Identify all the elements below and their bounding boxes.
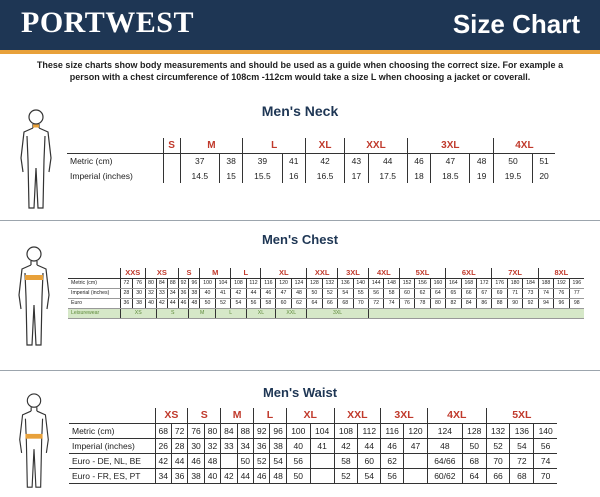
table-cell: 152	[399, 278, 414, 288]
table-cell	[221, 453, 237, 468]
table-cell: 80	[204, 423, 220, 438]
table-cell: 74	[538, 288, 553, 298]
table-cell: 77	[569, 288, 584, 298]
size-label: XXL	[334, 408, 381, 423]
table-cell: 120	[404, 423, 428, 438]
table-cell: 56	[534, 438, 557, 453]
table-cell: 78	[415, 298, 430, 308]
size-label: 3XL	[338, 268, 369, 278]
table-cell: 164	[446, 278, 461, 288]
table-cell: 40	[200, 288, 215, 298]
size-label: XXL	[345, 138, 408, 153]
leisure-cell: XS	[120, 308, 156, 318]
table-cell: 44	[167, 298, 178, 308]
table-cell: 54	[510, 438, 534, 453]
table-cell: 68	[155, 423, 171, 438]
table-cell: 136	[338, 278, 353, 288]
table-row	[68, 288, 584, 298]
table-cell: 16	[282, 168, 305, 183]
table-cell: 68	[338, 298, 353, 308]
table-cell: 14.5	[180, 168, 219, 183]
table-cell: 72	[120, 278, 133, 288]
chest-body-figure	[14, 245, 54, 355]
size-label: XXL	[307, 268, 338, 278]
table-cell: 50	[237, 453, 253, 468]
table-cell: 140	[353, 278, 368, 288]
table-cell: 96	[189, 278, 200, 288]
table-cell: 47	[431, 153, 470, 168]
row-label: Imperial (inches)	[68, 288, 120, 298]
table-cell: 108	[231, 278, 246, 288]
table-cell: 112	[358, 423, 381, 438]
table-cell: 50	[462, 438, 486, 453]
size-label: 8XL	[538, 268, 584, 278]
table-cell: 42	[221, 468, 237, 483]
table-cell: 69	[492, 288, 507, 298]
table-cell: 58	[334, 453, 358, 468]
table-cell: 38	[189, 288, 200, 298]
table-cell: 70	[534, 468, 557, 483]
table-cell: 72	[171, 423, 187, 438]
table-cell: 16.5	[305, 168, 344, 183]
table-cell: 62	[291, 298, 306, 308]
table-cell: 47	[276, 288, 291, 298]
table-cell: 74	[534, 453, 557, 468]
size-label: 3XL	[381, 408, 428, 423]
leisure-cell: XXL	[276, 308, 307, 318]
table-cell: 60	[399, 288, 414, 298]
table-cell: 36	[254, 438, 270, 453]
table-cell: 88	[167, 278, 178, 288]
table-cell: 128	[462, 423, 486, 438]
table-cell: 48	[204, 453, 220, 468]
table-cell	[163, 153, 180, 168]
table-cell: 156	[415, 278, 430, 288]
table-cell: 66	[461, 288, 476, 298]
table-cell: 46	[261, 288, 276, 298]
table-cell: 39	[243, 153, 282, 168]
size-label: XS	[155, 408, 188, 423]
table-cell: 52	[322, 288, 337, 298]
table-cell: 38	[219, 153, 242, 168]
table-cell: 15.5	[243, 168, 282, 183]
table-row	[68, 298, 584, 308]
leisure-cell: L	[215, 308, 246, 318]
table-cell: 58	[384, 288, 399, 298]
table-cell: 172	[477, 278, 492, 288]
table-cell: 116	[261, 278, 276, 288]
table-cell: 56	[381, 468, 404, 483]
table-cell: 92	[523, 298, 538, 308]
table-cell: 52	[486, 438, 510, 453]
table-cell: 40	[286, 438, 310, 453]
table-row	[69, 468, 557, 483]
table-cell: 136	[510, 423, 534, 438]
table-cell: 180	[507, 278, 522, 288]
table-cell: 32	[204, 438, 220, 453]
table-cell: 82	[446, 298, 461, 308]
table-cell: 38	[188, 468, 204, 483]
table-cell: 34	[155, 468, 171, 483]
table-cell: 41	[310, 438, 334, 453]
table-cell: 196	[569, 278, 584, 288]
table-cell: 55	[353, 288, 368, 298]
table-cell: 62	[415, 288, 430, 298]
table-cell: 86	[477, 298, 492, 308]
leisure-cell: S	[156, 308, 189, 318]
table-cell: 51	[539, 155, 549, 166]
table-row	[67, 153, 555, 168]
size-label: S	[163, 138, 180, 153]
table-cell: 30	[133, 288, 146, 298]
size-label: 3XL	[407, 138, 493, 153]
table-cell: 132	[322, 278, 337, 288]
leisure-cell	[368, 308, 584, 318]
table-cell: 44	[246, 288, 261, 298]
table-cell: 64	[307, 298, 322, 308]
table-cell: 56	[246, 298, 261, 308]
brand-logo: PORTWEST	[21, 6, 194, 39]
neck-table	[67, 138, 555, 183]
size-header-row	[68, 268, 584, 278]
table-cell: 42	[334, 438, 358, 453]
table-cell: 26	[155, 438, 171, 453]
table-cell: 84	[461, 298, 476, 308]
table-cell: 48	[427, 438, 462, 453]
intro-text: These size charts show body measurements and should be used as a guide when choosing the correct size. For example a person with a chest circumference of 108cm -112cm would take a size L when choosing a jacket or coverall.	[36, 60, 564, 82]
table-cell: 37	[180, 153, 219, 168]
table-cell: 38	[133, 298, 146, 308]
size-label: 5XL	[486, 408, 557, 423]
table-cell: 104	[215, 278, 230, 288]
neck-title: Men's Neck	[261, 103, 339, 119]
table-cell: 112	[246, 278, 261, 288]
size-label: S	[178, 268, 200, 278]
table-cell: 54	[270, 453, 286, 468]
table-cell: 20	[539, 170, 549, 181]
table-cell: 70	[486, 453, 510, 468]
table-cell: 73	[523, 288, 538, 298]
table-cell: 188	[538, 278, 553, 288]
table-cell: 76	[188, 423, 204, 438]
waist-body-figure	[14, 392, 54, 497]
table-cell: 92	[254, 423, 270, 438]
leisure-cell: XL	[246, 308, 276, 318]
section-divider	[0, 370, 600, 371]
size-label: M	[221, 408, 254, 423]
accent-stripe	[0, 50, 600, 54]
neck-body-figure	[16, 108, 56, 218]
table-cell: 68	[462, 453, 486, 468]
row-label: Euro	[68, 298, 120, 308]
table-cell: 108	[334, 423, 358, 438]
table-cell: 160	[430, 278, 445, 288]
table-cell: 62	[381, 453, 404, 468]
table-cell: 19.5	[493, 168, 532, 183]
row-label: Metric (cm)	[69, 423, 155, 438]
size-label: XL	[286, 408, 334, 423]
table-cell: 46	[188, 453, 204, 468]
table-cell	[310, 453, 334, 468]
table-cell: 68	[510, 468, 534, 483]
table-cell: 192	[554, 278, 569, 288]
table-cell: 48	[270, 468, 286, 483]
table-cell: 124	[427, 423, 462, 438]
table-cell: 76	[399, 298, 414, 308]
leisure-row	[68, 308, 584, 318]
waist-table	[69, 408, 557, 484]
size-label: M	[200, 268, 231, 278]
size-label: L	[243, 138, 306, 153]
table-cell: 96	[554, 298, 569, 308]
table-cell: 34	[167, 288, 178, 298]
table-cell: 42	[156, 298, 167, 308]
table-cell: 54	[231, 298, 246, 308]
table-cell: 96	[270, 423, 286, 438]
table-cell: 54	[338, 288, 353, 298]
table-cell: 48	[470, 153, 493, 168]
table-cell: 41	[282, 153, 305, 168]
row-label: Euro - DE, NL, BE	[69, 453, 155, 468]
table-cell: 32	[146, 288, 157, 298]
size-label: M	[180, 138, 243, 153]
table-cell: 148	[384, 278, 399, 288]
table-cell: 58	[261, 298, 276, 308]
table-cell: 52	[215, 298, 230, 308]
table-cell	[310, 468, 334, 483]
table-cell: 56	[286, 453, 310, 468]
table-cell: 64	[462, 468, 486, 483]
table-cell: 44	[368, 153, 407, 168]
table-cell: 116	[381, 423, 404, 438]
table-cell: 88	[237, 423, 253, 438]
table-cell: 52	[334, 468, 358, 483]
table-cell: 52	[254, 453, 270, 468]
table-cell	[404, 453, 428, 468]
table-row	[69, 438, 557, 453]
table-cell: 43	[345, 153, 368, 168]
table-cell: 80	[430, 298, 445, 308]
table-cell: 36	[120, 298, 133, 308]
table-cell: 60/62	[427, 468, 462, 483]
size-header-blank	[68, 268, 120, 278]
table-cell: 17.5	[368, 168, 407, 183]
size-label: 5XL	[399, 268, 445, 278]
table-cell: 33	[221, 438, 237, 453]
size-label: XL	[305, 138, 344, 153]
table-cell: 42	[231, 288, 246, 298]
table-cell: 74	[384, 298, 399, 308]
size-label: 6XL	[446, 268, 492, 278]
size-label: XL	[261, 268, 307, 278]
table-cell: 65	[446, 288, 461, 298]
table-cell: 84	[156, 278, 167, 288]
table-cell: 50	[286, 468, 310, 483]
table-cell	[163, 168, 180, 183]
size-label: S	[188, 408, 221, 423]
table-row	[69, 423, 557, 438]
table-cell: 40	[146, 298, 157, 308]
table-cell: 48	[189, 298, 200, 308]
size-label: 4XL	[368, 268, 399, 278]
table-cell: 36	[178, 288, 189, 298]
table-cell: 76	[554, 288, 569, 298]
waist-title: Men's Waist	[262, 385, 338, 400]
table-cell: 90	[507, 298, 522, 308]
row-label: Leisurewear	[68, 308, 120, 318]
size-label: XS	[146, 268, 179, 278]
table-cell: 66	[322, 298, 337, 308]
leisure-cell: 3XL	[307, 308, 369, 318]
row-label: Euro - FR, ES, PT	[69, 468, 155, 483]
table-cell: 60	[276, 298, 291, 308]
table-row	[68, 278, 584, 288]
table-cell: 70	[353, 298, 368, 308]
table-cell: 64/66	[427, 453, 462, 468]
table-cell: 28	[171, 438, 187, 453]
table-cell: 98	[569, 298, 584, 308]
leisure-cell: M	[189, 308, 215, 318]
table-row	[69, 453, 557, 468]
table-cell: 46	[381, 438, 404, 453]
table-cell: 72	[510, 453, 534, 468]
table-cell: 144	[368, 278, 383, 288]
table-cell: 50	[200, 298, 215, 308]
table-cell: 72	[368, 298, 383, 308]
table-cell: 17	[345, 168, 368, 183]
table-cell: 36	[171, 468, 187, 483]
table-cell: 184	[523, 278, 538, 288]
table-cell: 18	[407, 168, 430, 183]
table-cell: 176	[492, 278, 507, 288]
table-cell: 44	[358, 438, 381, 453]
table-cell: 132	[486, 423, 510, 438]
table-cell: 92	[178, 278, 189, 288]
size-label: 7XL	[492, 268, 538, 278]
row-label: Imperial (inches)	[69, 438, 155, 453]
table-cell: 60	[358, 453, 381, 468]
table-row	[67, 168, 555, 183]
table-cell: 56	[368, 288, 383, 298]
table-cell: 76	[133, 278, 146, 288]
table-cell: 30	[188, 438, 204, 453]
size-header-blank	[67, 138, 163, 153]
table-cell: 44	[237, 468, 253, 483]
size-label: L	[254, 408, 287, 423]
table-cell: 80	[146, 278, 157, 288]
table-cell: 41	[215, 288, 230, 298]
size-label: L	[231, 268, 261, 278]
table-cell: 64	[430, 288, 445, 298]
table-cell: 47	[404, 438, 428, 453]
table-cell: 67	[477, 288, 492, 298]
size-header-row	[67, 138, 555, 153]
size-header-blank	[69, 408, 155, 423]
table-cell: 50	[307, 288, 322, 298]
table-cell: 34	[237, 438, 253, 453]
row-label: Imperial (inches)	[67, 168, 163, 183]
table-cell: 88	[492, 298, 507, 308]
table-cell: 104	[310, 423, 334, 438]
header-bar	[0, 0, 600, 50]
table-cell: 84	[221, 423, 237, 438]
table-cell: 168	[461, 278, 476, 288]
table-cell: 124	[291, 278, 306, 288]
table-cell: 44	[171, 453, 187, 468]
table-cell: 94	[538, 298, 553, 308]
table-cell: 140	[534, 423, 557, 438]
table-cell: 71	[507, 288, 522, 298]
page-title: Size Chart	[452, 9, 580, 39]
table-cell: 128	[307, 278, 322, 288]
size-header-row	[69, 408, 557, 423]
table-cell: 42	[155, 453, 171, 468]
chest-title: Men's Chest	[261, 232, 339, 247]
size-label: XXS	[120, 268, 146, 278]
table-cell: 100	[200, 278, 215, 288]
table-cell: 48	[291, 288, 306, 298]
size-label: 4XL	[493, 138, 555, 153]
row-label: Metric (cm)	[67, 153, 163, 168]
row-label: Metric (cm)	[68, 278, 120, 288]
table-cell: 42	[305, 153, 344, 168]
table-cell: 38	[270, 438, 286, 453]
table-cell: 46	[178, 298, 189, 308]
table-cell: 66	[486, 468, 510, 483]
table-cell: 54	[358, 468, 381, 483]
table-cell: 33	[156, 288, 167, 298]
table-cell: 46	[254, 468, 270, 483]
table-cell: 100	[286, 423, 310, 438]
table-cell	[404, 468, 428, 483]
table-cell: 40	[204, 468, 220, 483]
table-cell: 15	[219, 168, 242, 183]
section-divider	[0, 220, 600, 221]
table-cell: 28	[120, 288, 133, 298]
table-cell: 120	[276, 278, 291, 288]
table-cell: 46	[407, 153, 430, 168]
chest-table	[68, 268, 584, 319]
table-cell: 18.5	[431, 168, 470, 183]
size-label: 4XL	[427, 408, 486, 423]
table-cell: 19	[470, 168, 493, 183]
table-cell: 50	[493, 153, 532, 168]
